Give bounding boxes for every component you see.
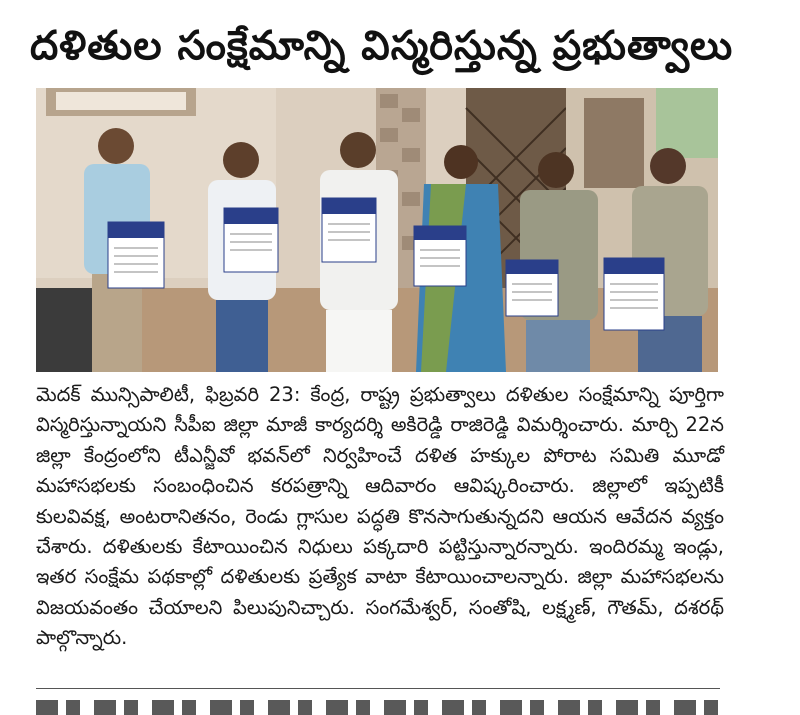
article-body	[36, 380, 724, 654]
article-text: మెదక్ మున్సిపాలిటీ, ఫిబ్రవరి 23: కేంద్ర, రాష్ట్ర ప్రభుత్వాలు దళితుల సంక్షేమాన్ని పూర్తిగా విస్మరిస్తున్నాయని సీపీఐ జిల్లా మాజీ కార్యదర్శి అకిరెడ్డి రాజిరెడ్డి విమర్శించారు. మార్చి 22న జిల్లా కేంద్రంలోని టీఎన్జీవో భవన్‌లో నిర్వహించే దళిత హక్కుల పోరాట సమితి మూడో మహాసభలకు సంబంధించిన కరపత్రాన్ని ఆదివారం ఆవిష్కరించారు. జిల్లాలో ఇప్పటికీ కులవివక్ష, అంటరానితనం, రెండు గ్లాసుల పద్ధతి కొనసాగుతున్నదని ఆయన ఆవేదన వ్యక్తం చేశారు. దళితులకు కేటాయించిన నిధులు పక్కదారి పట్టిస్తున్నారన్నారు. ఇందిరమ్మ ఇండ్లు, ఇతర సంక్షేమ పథకాల్లో దళితులకు ప్రత్యేక వాటా కేటాయించాలన్నారు. జిల్లా మహాసభలను విజయవంతం చేయాలని పిలుపునిచ్చారు. సంగమేశ్వర్, సంతోషి, లక్ష్మణ్, గౌతమ్, దశరథ్ పాల్గొన్నారు.	[36, 383, 724, 650]
section-divider	[36, 688, 720, 689]
next-headline-fragment	[36, 700, 720, 715]
headline: దళితుల సంక్షేమాన్ని విస్మరిస్తున్న ప్రభుత్వాలు	[30, 23, 734, 69]
cropped-headline-strokes	[36, 700, 720, 715]
group-photo-illustration	[36, 88, 718, 372]
news-photo	[36, 88, 718, 372]
